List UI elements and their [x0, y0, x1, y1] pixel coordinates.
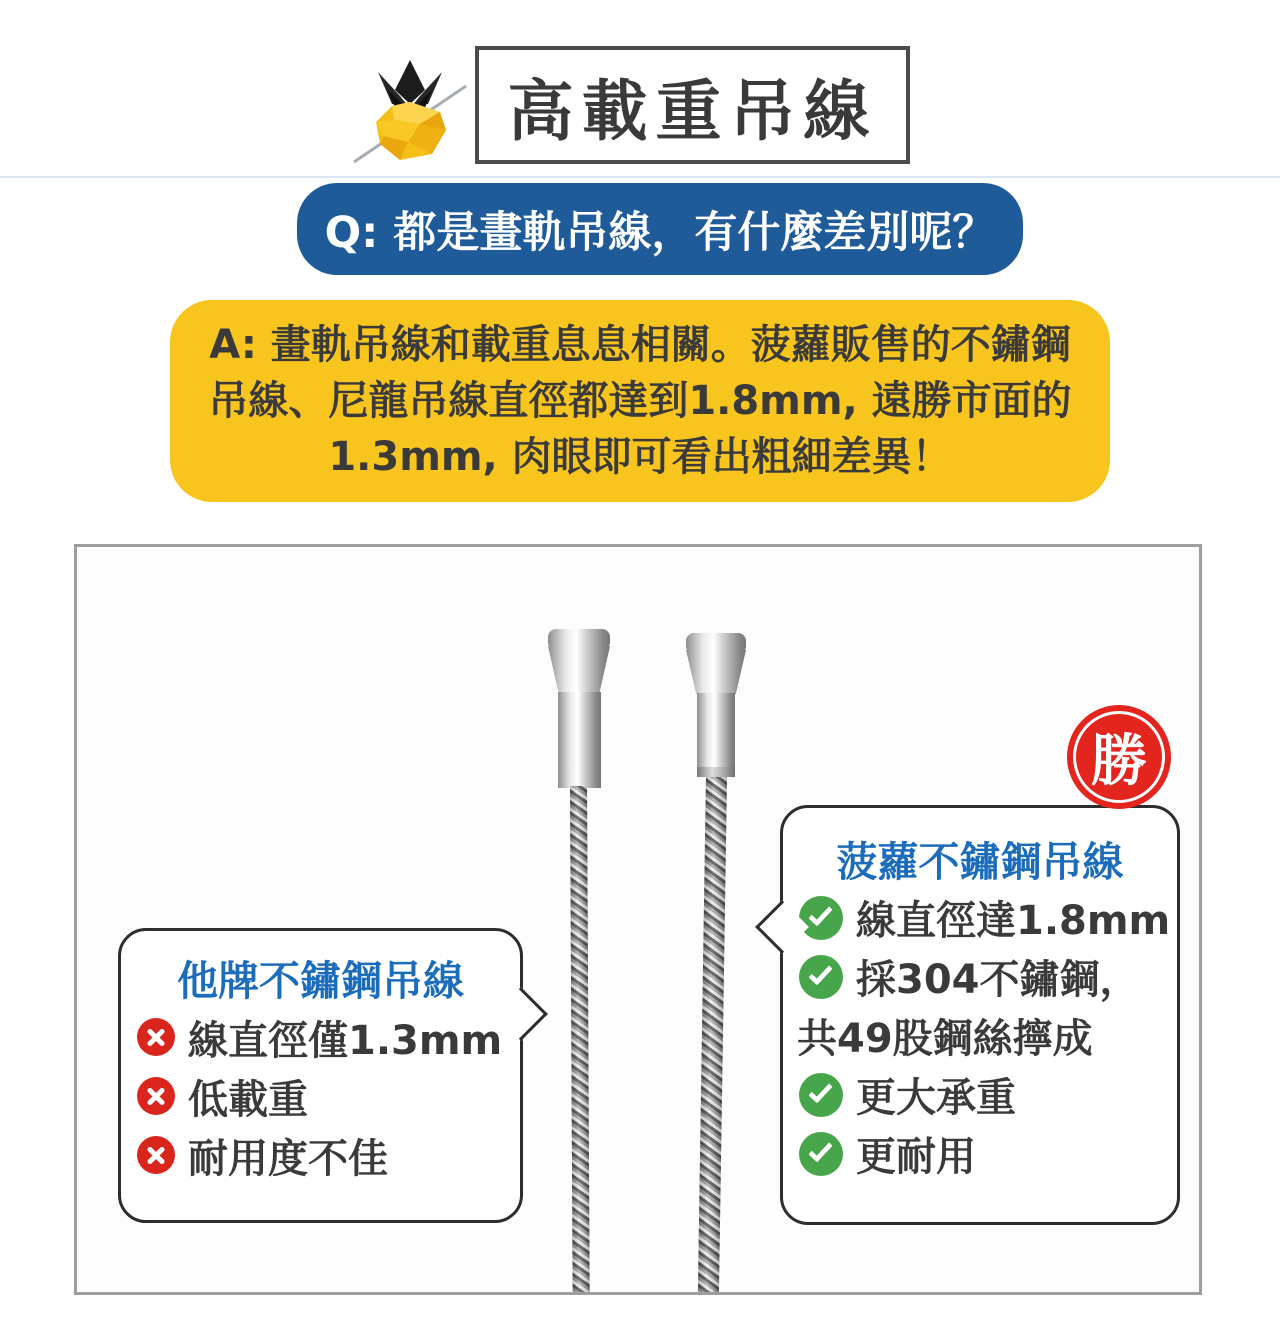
list-item	[783, 947, 1177, 1006]
check-icon	[799, 896, 843, 940]
right-wire-head-cone	[686, 650, 746, 694]
list-item	[783, 1124, 1177, 1183]
left-wire-cable	[570, 786, 590, 1295]
list-item-label: 線直徑僅1.3mm	[188, 1017, 503, 1064]
list-item	[783, 888, 1177, 947]
answer-line: 1.3mm, 肉眼即可看出粗細差異！	[328, 434, 952, 480]
pineapple-brand-callout	[780, 805, 1180, 1225]
list-item	[121, 1067, 520, 1125]
title-box	[475, 46, 910, 164]
list-item-label: 耐用度不佳	[188, 1135, 388, 1182]
list-item-continuation	[783, 1006, 1177, 1065]
list-item	[783, 1065, 1177, 1124]
other-brand-callout	[118, 928, 523, 1223]
left-wire-head-rim	[548, 629, 610, 647]
list-item-label: 更耐用	[856, 1134, 976, 1180]
list-item	[121, 1008, 520, 1066]
list-item-label: 採304不鏽鋼，	[856, 957, 1140, 1003]
winner-badge	[1067, 705, 1171, 809]
cross-icon	[137, 1018, 175, 1056]
page-title: 高載重吊線	[507, 72, 878, 150]
check-icon	[799, 1132, 843, 1176]
cross-icon	[137, 1077, 175, 1115]
answer-line: A: 畫軌吊線和載重息息相關。菠蘿販售的不鏽鋼	[209, 322, 1071, 368]
comparison-photo-frame	[74, 544, 1202, 1295]
winner-badge-label: 勝	[1091, 729, 1147, 794]
pineapple-icon	[348, 46, 472, 172]
answer-line: 吊線、尼龍吊線直徑都達到1.8mm, 遠勝市面的	[208, 378, 1072, 424]
left-wire-head-cone	[548, 646, 610, 693]
check-icon	[799, 955, 843, 999]
right-wire-head-shaft	[697, 693, 735, 767]
pineapple-brand-title: 菠蘿不鏽鋼吊線	[836, 838, 1124, 886]
list-item-label: 線直徑達1.8mm	[856, 898, 1171, 944]
list-item-label: 低載重	[188, 1076, 308, 1123]
question-banner	[297, 183, 1023, 275]
section-divider	[0, 176, 1280, 178]
pineapple-body	[376, 102, 446, 160]
list-item-label: 更大承重	[856, 1075, 1016, 1121]
right-wire-cable	[698, 777, 727, 1295]
left-wire-head-shaft	[558, 692, 601, 788]
question-text: Q: 都是畫軌吊線，有什麼差別呢？	[324, 207, 996, 258]
check-icon	[799, 1073, 843, 1117]
other-brand-title: 他牌不鏽鋼吊線	[177, 957, 464, 1005]
right-wire-head-collar	[697, 767, 735, 777]
list-item	[121, 1126, 520, 1184]
list-item-label: 共49股鋼絲擰成	[797, 1016, 1093, 1062]
cross-icon	[137, 1136, 175, 1174]
right-wire-head-rim	[686, 633, 746, 651]
answer-banner	[170, 300, 1110, 502]
